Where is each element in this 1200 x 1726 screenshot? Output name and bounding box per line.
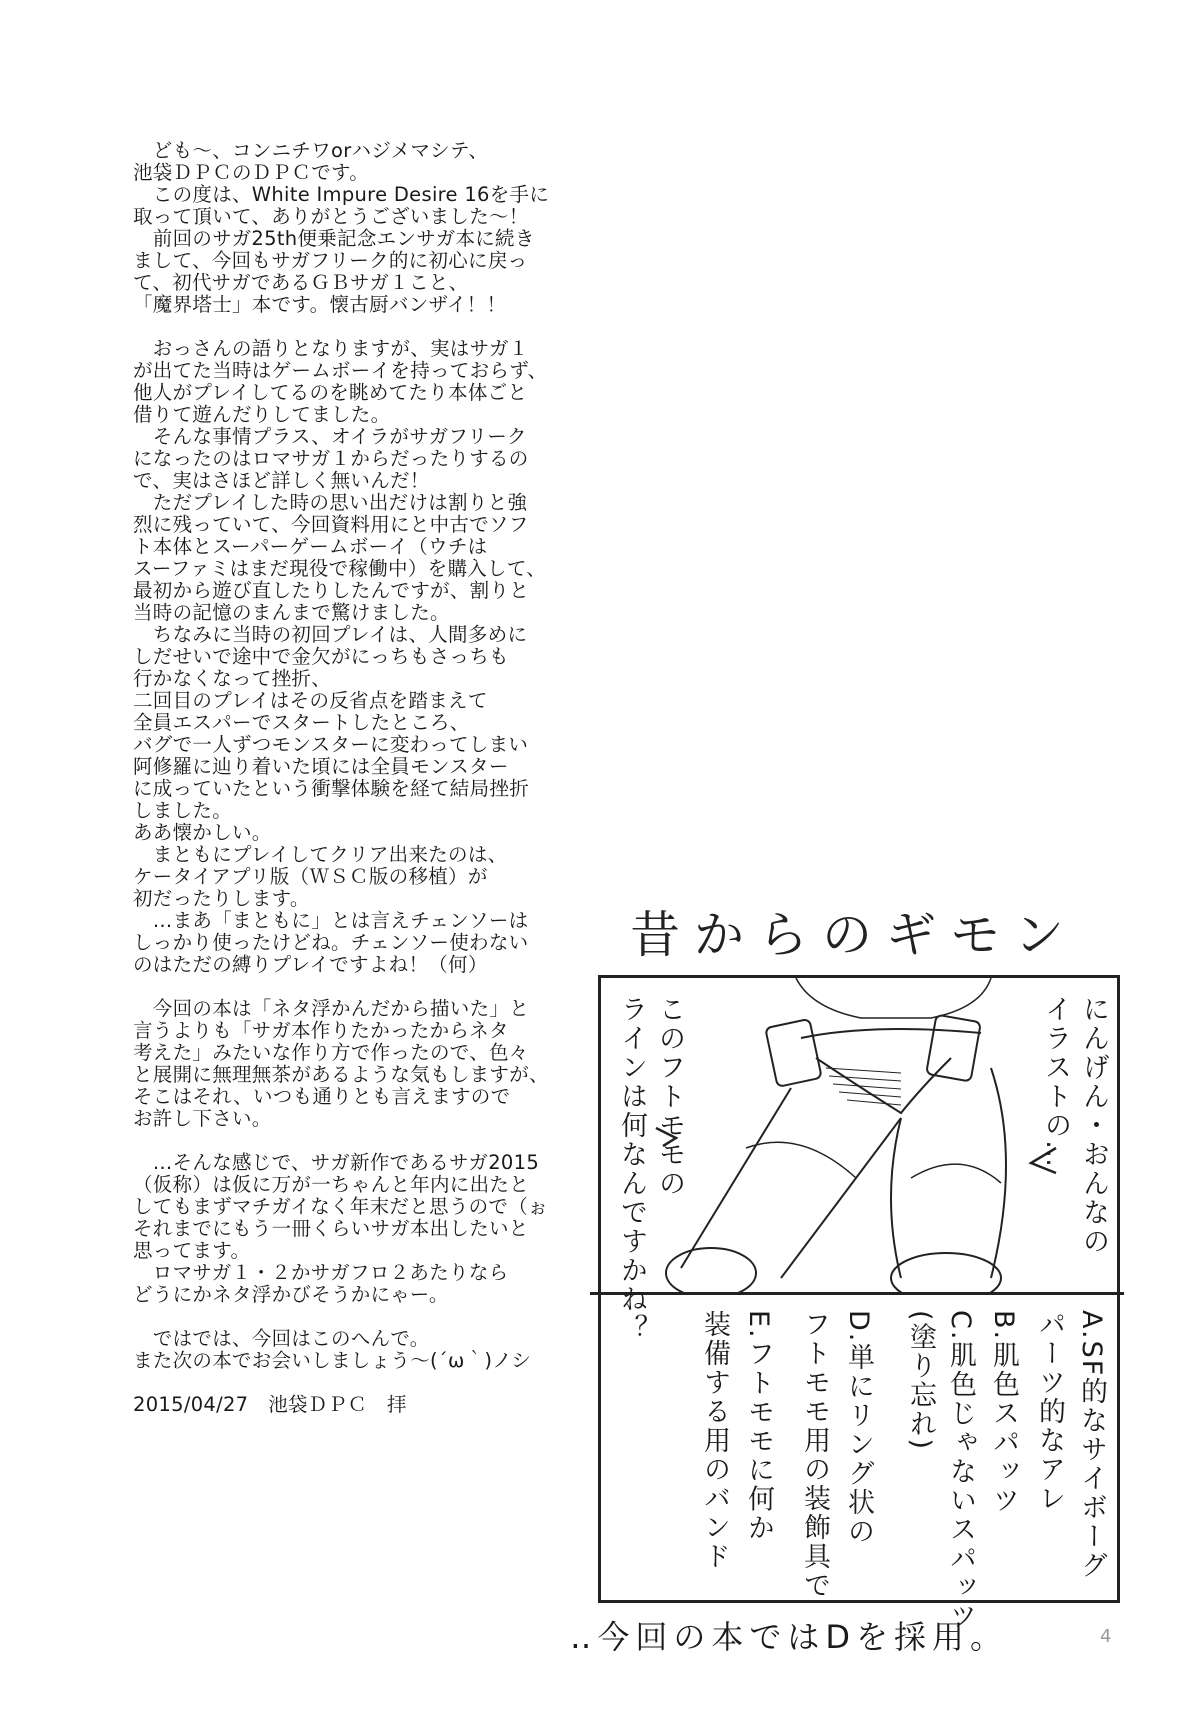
afterword-line: …そんな感じで、サガ新作であるサガ2015 [133, 1151, 540, 1174]
option-line: 装備する用のバンド [699, 1310, 730, 1571]
afterword-line: が出てた当時はゲームボーイを持っておらず、 [133, 359, 548, 382]
afterword-line: スーファミはまだ現役で稼働中）を購入して、 [133, 557, 547, 580]
option-b [984, 1310, 1022, 1515]
afterword-text [133, 140, 603, 1416]
option-line: D.単にリング状の [843, 1310, 874, 1547]
top-right-note [1036, 995, 1112, 1256]
afterword-line: お許し下さい。 [133, 1107, 272, 1130]
afterword-line: 当時の記憶のまんまで驚けました。 [133, 601, 450, 624]
note-line: にんげん・おんなの [1078, 995, 1109, 1256]
afterword-line: バグで一人ずつモンスターに変わってしまい [133, 733, 529, 756]
afterword-line: ケータイアプリ版（ＷＳＣ版の移植）が [133, 865, 488, 888]
afterword-line: …まあ「まともに」とは言えチェンソーは [133, 909, 529, 932]
afterword-line: ああ懐かしい。 [133, 821, 272, 844]
afterword-line: この度は、White Impure Desire 16を手に [133, 183, 550, 206]
afterword-line: 借りて遊んだりしてました。 [133, 403, 391, 426]
afterword-line: ト本体とスーパーゲームボーイ（ウチは [133, 535, 488, 558]
afterword-line: 最初から遊び直したりしたんですが、割りと [133, 579, 530, 602]
afterword-line: 考えた」みたいな作り方で作ったので、色々 [133, 1041, 529, 1064]
afterword-line: また次の本でお会いしましょう～(´ω｀)ノシ [133, 1349, 532, 1372]
option-c [900, 1310, 980, 1631]
option-line: フトモモ用の装飾具で [799, 1310, 830, 1600]
option-e [692, 1310, 780, 1571]
option-line: パーツ的なアレ [1034, 1310, 1065, 1513]
afterword-line: しました。 [133, 799, 233, 822]
option-a [1028, 1310, 1112, 1580]
panel-caption: ‥今回の本ではDを採用。 [570, 1618, 1009, 1656]
page-number: 4 [1100, 1626, 1112, 1647]
afterword-line: 全員エスパーでスタートしたところ、 [133, 711, 470, 734]
option-line: B.肌色スパッツ [988, 1310, 1019, 1516]
panel-title: 昔からのギモン [630, 906, 1078, 964]
afterword-line [133, 316, 603, 338]
option-d [792, 1310, 880, 1600]
afterword-line: まして、今回もサガフリーク的に初心に戻っ [133, 249, 528, 272]
afterword-line: 他人がプレイしてるのを眺めてたり本体ごと [133, 381, 528, 404]
afterword-line: どうにかネタ浮かびそうかにゃー。 [133, 1283, 449, 1306]
afterword-line: （仮称）は仮に万が一ちゃんと年内に出たと [133, 1173, 530, 1196]
afterword-line: で、実はさほど詳しく無いんだ！ [133, 469, 430, 492]
afterword-line: に成っていたという衝撃体験を経て結局挫折 [133, 777, 529, 800]
option-line: A.SF的なサイボーグ [1076, 1310, 1107, 1581]
afterword-line: 取って頂いて、ありがとうございました～！ [133, 205, 529, 228]
note-line: ラインは何なんですかね？ [616, 995, 647, 1343]
afterword-line [133, 1306, 603, 1328]
afterword-line: 言うよりも「サガ本作りたかったからネタ [133, 1019, 509, 1042]
afterword-line: 前回のサガ25th便乗記念エンサガ本に続き [133, 227, 535, 250]
afterword-line: 池袋ＤＰＣのＤＰＣです。 [133, 161, 370, 184]
afterword-line: そんな事情プラス、オイラがサガフリーク [133, 425, 527, 448]
afterword-line: のはただの縛りプレイですよね！（何） [133, 953, 488, 976]
afterword-line: ただプレイした時の思い出だけは割りと強 [133, 491, 528, 514]
afterword-line: まともにプレイしてクリア出来たのは、 [133, 843, 508, 866]
afterword-line: 初だったりします。 [133, 887, 310, 910]
afterword-line: そこはそれ、いつも通りとも言えますので [133, 1085, 511, 1108]
afterword-line: しっかり使ったけどね。チェンソー使わない [133, 931, 529, 954]
note-line: このフトモモの [654, 995, 685, 1198]
afterword-line: してもまずマチガイなく年末だと思うので（ぉ [133, 1195, 548, 1218]
afterword-line: ちなみに当時の初回プレイは、人間多めに [133, 623, 528, 646]
afterword-line [133, 1130, 603, 1152]
afterword-line: しだせいで途中で金欠がにっちもさっちも [133, 645, 509, 668]
top-left-note [612, 995, 688, 1343]
afterword-line: 阿修羅に辿り着いた頃には全員モンスター [133, 755, 509, 778]
afterword-line: それまでにもう一冊くらいサガ本出したいと [133, 1217, 529, 1240]
afterword-line: ロマサガ１・２かサガフロ２あたりなら [133, 1261, 509, 1284]
afterword-line: 行かなくなって挫折、 [133, 667, 332, 690]
afterword-line: て、初代サガであるＧＢサガ１こと、 [133, 271, 469, 294]
option-line: E.フトモモに何か [743, 1310, 774, 1543]
option-line: (塗り忘れ) [905, 1310, 936, 1452]
afterword-line: になったのはロマサガ１からだったりするの [133, 447, 529, 470]
afterword-line [133, 1372, 603, 1394]
afterword-line: 烈に残っていて、今回資料用にと中古でソフ [133, 513, 529, 536]
afterword-line: ども～、コンニチワorハジメマシテ、 [133, 139, 489, 162]
afterword-line: ではでは、今回はこのへんで。 [133, 1327, 430, 1350]
afterword-line: 「魔界塔士」本です。懐古厨バンザイ！！ [133, 293, 507, 316]
afterword-line [133, 976, 603, 998]
afterword-line: おっさんの語りとなりますが、実はサガ１ [133, 337, 529, 360]
afterword-line: 二回目のプレイはその反省点を踏まえて [133, 689, 488, 712]
afterword-line: と展開に無理無茶があるような気もしますが、 [133, 1063, 549, 1086]
afterword-line: 今回の本は「ネタ浮かんだから描いた」と [133, 997, 530, 1020]
option-line: C.肌色じゃないスパッツ [945, 1310, 976, 1632]
note-line: イラストの… [1040, 995, 1071, 1169]
afterword-line: 2015/04/27 池袋ＤＰＣ 拝 [133, 1393, 407, 1416]
afterword-line: 思ってます。 [133, 1239, 251, 1262]
